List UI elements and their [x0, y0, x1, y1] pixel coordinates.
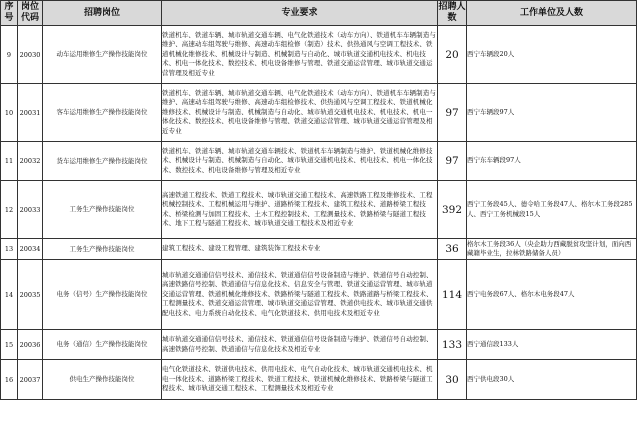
table-row [1, 330, 637, 360]
row-post: 货车运用维修生产操作技能岗位 [43, 142, 162, 181]
requirements-text: 铁道机车、铁道车辆、城市轨道交通车辆、电气化铁道技术（动车方向）、铁道机车车辆制造与维护、高速动车组驾驶与维修、高速动车组检修技术、供热通风与空调工程技术、铁道机械化维修技术、机械设计与制造、机械制造与自动化、城市轨道交通机电技术、机电技术、机电一体化技术、数控技术、机电设备维修与管理、铁道交通运营管理、城市轨道交通运营管理及相近专业 [162, 88, 436, 135]
row-count: 114 [438, 260, 467, 330]
row-count: 97 [438, 142, 467, 181]
row-post: 客车运用维修生产操作技能岗位 [43, 84, 162, 142]
requirements-text: 电气化铁道技术、铁道供电技术、供用电技术、电气自动化技术、城市轨道交通机电技术、机电一体化技术、道路桥梁工程技术、铁道工程技术、铁道机械化维修技术、铁路桥梁与隧道工程技术、城市轨道交通工程技术、工程测量技术及相近专业 [162, 365, 433, 393]
row-no: 9 [1, 26, 18, 84]
row-code: 20037 [18, 360, 43, 400]
requirements-text: 城市轨道交通通信信号技术、通信技术、铁道通信信号设备制造与维护、铁道信号自动控制、高速铁路信号控制、铁道通信与信息化技术及相近专业 [162, 335, 433, 353]
requirements-text: 高速铁道工程技术、铁道工程技术、城市轨道交通工程技术、高速铁路工程及维修技术、工程机械控制技术、工程机械运用与维护、道路桥梁工程技术、建筑工程技术、道路桥梁工程技术、桥梁检测与加固工程技术、土木工程控制技术、工程测量技术、铁路桥梁与隧道工程技术、地下工程与隧道工程技术、城市轨道交通工程技术及相近专业 [162, 190, 433, 227]
table-row [1, 260, 637, 330]
row-unit: 西宁工务段45人、德令哈工务段47人、格尔木工务段285人、西宁工务机械段15人 [467, 181, 637, 239]
row-code: 20031 [18, 84, 43, 142]
row-no: 11 [1, 142, 18, 181]
table-row [1, 360, 637, 400]
row-unit: 西宁电务段67人、格尔木电务段47人 [467, 260, 637, 330]
row-unit: 西宁通信段133人 [467, 330, 637, 360]
row-requirements [162, 181, 438, 239]
header-post: 招聘岗位 [43, 1, 162, 26]
row-no: 13 [1, 239, 18, 260]
row-post: 电务（信号）生产操作技能岗位 [43, 260, 162, 330]
row-post: 工务生产操作技能岗位 [43, 239, 162, 260]
row-post: 工务生产操作技能岗位 [43, 181, 162, 239]
row-code: 20033 [18, 181, 43, 239]
row-count: 30 [438, 360, 467, 400]
row-post: 供电生产操作技能岗位 [43, 360, 162, 400]
requirements-text: 建筑工程技术、建设工程管理、建筑装饰工程技术专业 [162, 244, 321, 253]
row-code: 20032 [18, 142, 43, 181]
table-row [1, 181, 637, 239]
row-post: 动车运用维修生产操作技能岗位 [43, 26, 162, 84]
row-count: 36 [438, 239, 467, 260]
row-count: 133 [438, 330, 467, 360]
requirements-text: 城市轨道交通通信信号技术、通信技术、铁道通信信号设备制造与维护、铁道信号自动控制、高速铁路信号控制、铁道通信与信息化技术、信息安全与管理、铁道交通运营管理、城市轨道交通运营管理、铁道机械化维修技术、铁路桥梁与隧道工程技术、铁路道路与桥梁工程技术、工程测量技术、铁道交通运营管理、城市轨道交通运营管理、铁道供电技术、城市轨道交通供配电技术、电力系统自动化技术、电气化铁道技术、供用电技术及相近专业 [162, 270, 433, 317]
row-code: 20034 [18, 239, 43, 260]
requirements-text: 铁道机车、铁道车辆、城市轨道交通车辆、电气化铁道技术（动车方向）、铁道机车车辆制造与维护、高速动车组驾驶与维修、高速动车组检修（制造）技术、供热通风与空调工程技术、铁道机械化维修技术、机械设计与制造、机械制造与自动化、城市轨道交通机电技术、机电技术、机电一体化技术、数控技术、机电设备维修与管理、铁道交通运营管理、城市轨道交通运营管理及相近专业 [162, 30, 436, 77]
row-requirements [162, 142, 438, 181]
row-requirements [162, 239, 438, 260]
header-unit: 工作单位及人数 [467, 1, 637, 26]
table-row [1, 84, 637, 142]
header-count: 招聘人数 [438, 1, 467, 26]
row-code: 20036 [18, 330, 43, 360]
header-code: 岗位代码 [18, 1, 43, 26]
row-code: 20030 [18, 26, 43, 84]
row-requirements [162, 330, 438, 360]
row-requirements [162, 360, 438, 400]
row-post: 电务（通信）生产操作技能岗位 [43, 330, 162, 360]
row-code: 20035 [18, 260, 43, 330]
table-row [1, 26, 637, 84]
row-requirements [162, 260, 438, 330]
header-requirements: 专业要求 [162, 1, 438, 26]
row-unit: 格尔木工务段36人（央企助力西藏脱贫攻坚计划，面向西藏籍毕业生，拉林铁路储备人员） [467, 239, 637, 260]
row-unit: 西宁供电段30人 [467, 360, 637, 400]
row-unit: 西宁东车辆段97人 [467, 142, 637, 181]
row-requirements [162, 26, 438, 84]
row-requirements [162, 84, 438, 142]
table-row [1, 239, 637, 260]
row-unit: 西宁车辆段97人 [467, 84, 637, 142]
table-row [1, 142, 637, 181]
row-count: 392 [438, 181, 467, 239]
row-unit: 西宁车辆段20人 [467, 26, 637, 84]
row-no: 15 [1, 330, 18, 360]
requirements-text: 铁道机车、铁道车辆、城市轨道交通车辆技术、铁道机车车辆制造与维护、铁道机械化维修技术、机械设计与制造、机械制造与自动化、城市轨道交通机电技术、机电技术、机电一体化技术、数控技术、机电设备维修与管理及相近专业 [162, 146, 433, 174]
table-header [1, 1, 637, 26]
row-no: 16 [1, 360, 18, 400]
row-no: 10 [1, 84, 18, 142]
header-row [1, 1, 637, 26]
row-count: 97 [438, 84, 467, 142]
row-no: 14 [1, 260, 18, 330]
table-body [1, 26, 637, 400]
row-no: 12 [1, 181, 18, 239]
row-count: 20 [438, 26, 467, 84]
header-no: 序号 [1, 1, 18, 26]
